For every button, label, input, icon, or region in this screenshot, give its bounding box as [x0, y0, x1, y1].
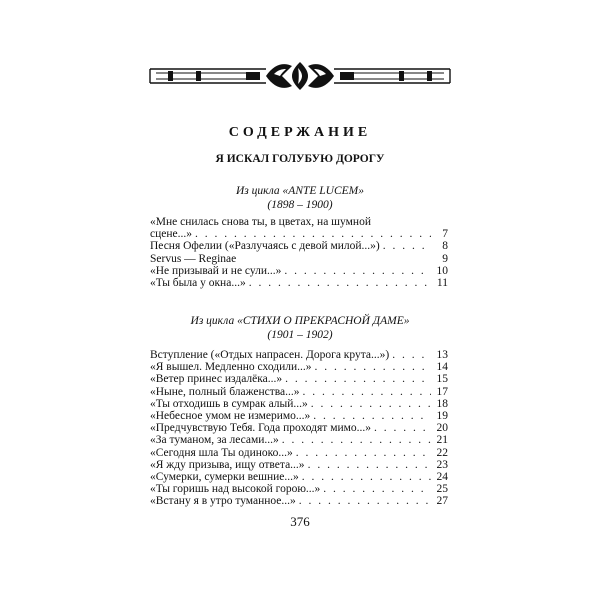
- toc-entry-title: «Ты отходишь в сумрак алый...»: [150, 397, 308, 410]
- toc-entry-page: 11: [436, 277, 448, 290]
- toc-entry-title: «Предчувствую Тебя. Года проходят мимо...»: [150, 422, 372, 435]
- toc-entry[interactable]: [150, 459, 448, 471]
- toc-entry-page: 20: [436, 422, 448, 435]
- section-title: Я ИСКАЛ ГОЛУБУЮ ДОРОГУ: [215, 153, 385, 165]
- toc-entry-page: 27: [436, 495, 448, 508]
- cycle-years: (1898 – 1900): [267, 199, 333, 211]
- toc-entry[interactable]: [150, 349, 448, 361]
- toc-entry-title: «Сегодня шла Ты одиноко...»: [150, 446, 293, 459]
- cycle-name: Из цикла «ANTE LUCEM»: [235, 185, 365, 197]
- toc-list: [150, 349, 448, 508]
- toc-entry-page: 15: [436, 373, 448, 386]
- toc-entry[interactable]: [150, 398, 448, 410]
- leader-dots: [195, 228, 431, 240]
- toc-entry-page: 7: [442, 228, 448, 241]
- toc-list: [150, 216, 448, 289]
- toc-entry-title: Servus — Reginae: [150, 252, 237, 265]
- toc-entry-page: 24: [436, 471, 448, 484]
- toc-entry[interactable]: [150, 471, 448, 483]
- toc-entry-page: 10: [436, 264, 448, 277]
- leader-dots: [313, 410, 431, 422]
- toc-entry-title: «Небесное умом не измеримо...»: [150, 410, 311, 423]
- leader-dots: [302, 471, 431, 483]
- toc-entry-page: 25: [436, 483, 448, 496]
- leader-dots: [323, 483, 431, 495]
- toc-entry[interactable]: [150, 265, 448, 277]
- toc-entry-page: 23: [436, 458, 448, 471]
- cycle-name: Из цикла «СТИХИ О ПРЕКРАСНОЙ ДАМЕ»: [190, 315, 410, 327]
- toc-entry-page: 13: [436, 349, 448, 361]
- leader-dots: [284, 265, 431, 277]
- toc-entry-page: 18: [436, 397, 448, 410]
- toc-entry-page: 19: [436, 410, 448, 423]
- toc-entry-page: 8: [442, 240, 448, 253]
- toc-entry-title: «Ты была у окна...»: [150, 277, 246, 290]
- toc-entry-title: «Я вышел. Медленно сходили...»: [150, 361, 312, 374]
- toc-entry-page: 9: [442, 252, 448, 265]
- cycle-years: (1901 – 1902): [267, 329, 333, 341]
- toc-entry-title: «Ты горишь над высокой горою...»: [150, 483, 321, 496]
- toc-entry[interactable]: [150, 422, 448, 434]
- toc-entry-title: Вступление («Отдых напрасен. Дорога крута...»): [150, 349, 390, 361]
- toc-entry[interactable]: [150, 434, 448, 446]
- toc-entry-title: «За туманом, за лесами...»: [150, 434, 279, 447]
- leader-dots: [308, 459, 431, 471]
- toc-entry-first-line: «Мне снилась снова ты, в цветах, на шумной: [150, 216, 371, 228]
- cycle-title: [0, 184, 600, 212]
- leader-dots: [285, 373, 431, 385]
- toc-entry-title: «Сумерки, сумерки вешние...»: [150, 471, 299, 484]
- toc-entry[interactable]: [150, 373, 448, 385]
- cycle-title: [0, 314, 600, 342]
- toc-entry[interactable]: [150, 483, 448, 495]
- toc-entry-title: «Встану я в утро туманное...»: [150, 495, 296, 508]
- toc-entry[interactable]: [150, 361, 448, 373]
- leader-dots: [303, 386, 431, 398]
- toc-entry[interactable]: [150, 277, 448, 289]
- leader-dots: [282, 434, 431, 446]
- toc-entry-title: «Я жду призыва, ищу ответа...»: [150, 458, 305, 471]
- toc-entry[interactable]: [150, 386, 448, 398]
- toc-entry[interactable]: [150, 240, 448, 252]
- toc-entry[interactable]: [150, 410, 448, 422]
- leader-dots: [374, 422, 431, 434]
- leader-dots: [296, 447, 431, 459]
- decorative-ornament-icon: [148, 60, 452, 92]
- leader-dots: [383, 240, 431, 252]
- toc-entry-title: сцене...»: [150, 228, 192, 241]
- toc-entry[interactable]: [150, 495, 448, 507]
- toc-entry[interactable]: [150, 253, 448, 265]
- leader-dots: [315, 361, 431, 373]
- toc-entry-title: Песня Офелии («Разлучаясь с девой милой...»): [150, 240, 380, 253]
- toc-entry[interactable]: [150, 216, 448, 240]
- contents-heading: СОДЕРЖАНИЕ: [228, 125, 372, 140]
- toc-entry-page: 21: [436, 434, 448, 447]
- leader-dots: [299, 495, 431, 507]
- toc-entry-page: 22: [436, 446, 448, 459]
- toc-entry[interactable]: [150, 447, 448, 459]
- toc-entry-page: 14: [436, 361, 448, 374]
- leader-dots: [392, 349, 431, 361]
- toc-entry-title: «Ветер принес издалёка...»: [150, 373, 283, 386]
- leader-dots: [249, 277, 431, 289]
- toc-entry-title: «Ныне, полный блаженства...»: [150, 385, 300, 398]
- toc-entry-title: «Не призывай и не сули...»: [150, 264, 282, 277]
- toc-entry-page: 17: [436, 385, 448, 398]
- leader-dots: [311, 398, 431, 410]
- page-number: 376: [290, 514, 310, 529]
